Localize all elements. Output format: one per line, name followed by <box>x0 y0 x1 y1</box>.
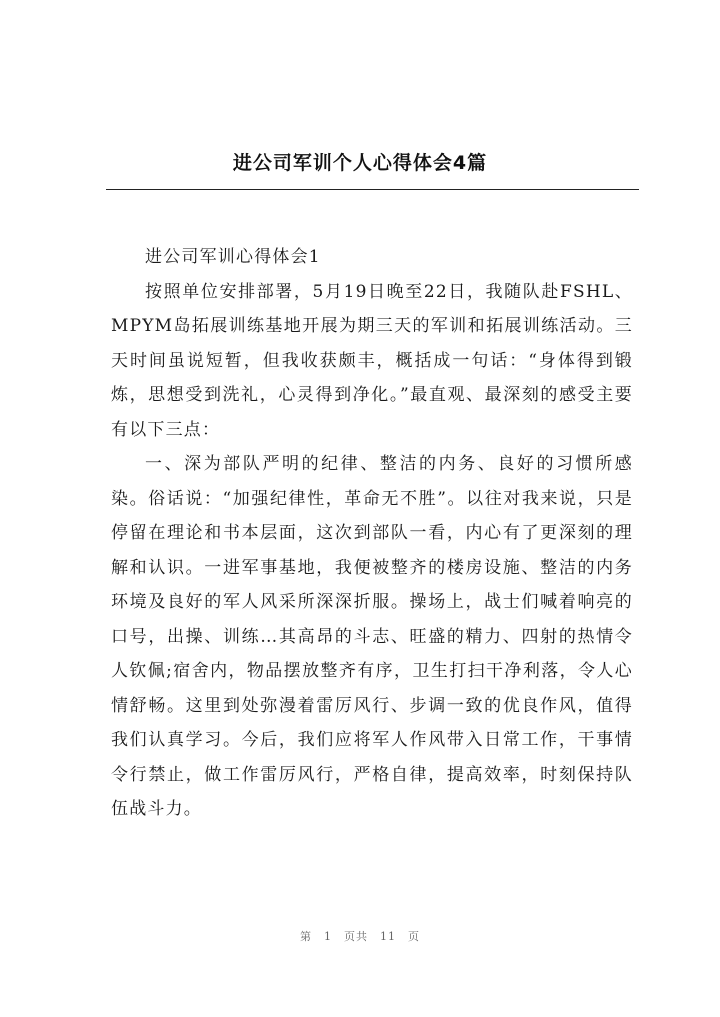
page-label-suffix: 页 <box>408 930 420 943</box>
document-title: 进公司军训个人心得体会4篇 <box>232 152 488 174</box>
paragraph: 一、深为部队严明的纪律、整洁的内务、良好的习惯所感染。俗话说：“加强纪律性，革命无不胜”。以往对我来说，只是停留在理论和书本层面，这次到部队一看，内心有了更深刻的理解和认识。一进军事基地，我便被整齐的楼房设施、整洁的内务环境及良好的军人风采所深深折服。操场上，战士们喊着响亮的口号，出操、训练…其高昂的斗志、旺盛的精力、四射的热情令人钦佩;宿舍内，物品摆放整齐有序，卫生打扫干净利落，令人心情舒畅。这里到处弥漫着雷厉风行、步调一致的优良作风，值得我们认真学习。今后，我们应将军人作风带入日常工作，干事情令行禁止，做工作雷厉风行，严格自律，提高效率，时刻保持队伍战斗力。 <box>111 454 633 819</box>
page-footer <box>0 928 720 944</box>
page-label-middle: 页共 <box>344 930 368 943</box>
page-label-prefix: 第 <box>300 930 312 943</box>
section-heading: 进公司军训心得体会1 <box>145 247 321 267</box>
title-divider <box>106 189 639 190</box>
paragraph: 按照单位安排部署，5月19日晚至22日，我随队赴FSHL、MPYM岛拓展训练基地开展为期三天的军训和拓展训练活动。三天时间虽说短暂，但我收获颇丰，概括成一句话：“身体得到锻炼，思想受到洗礼，心灵得到净化。”最直观、最深刻的感受主要有以下三点： <box>111 281 633 440</box>
total-pages: 11 <box>380 930 396 943</box>
document-body <box>111 240 633 827</box>
page-number: 1 <box>324 930 332 943</box>
